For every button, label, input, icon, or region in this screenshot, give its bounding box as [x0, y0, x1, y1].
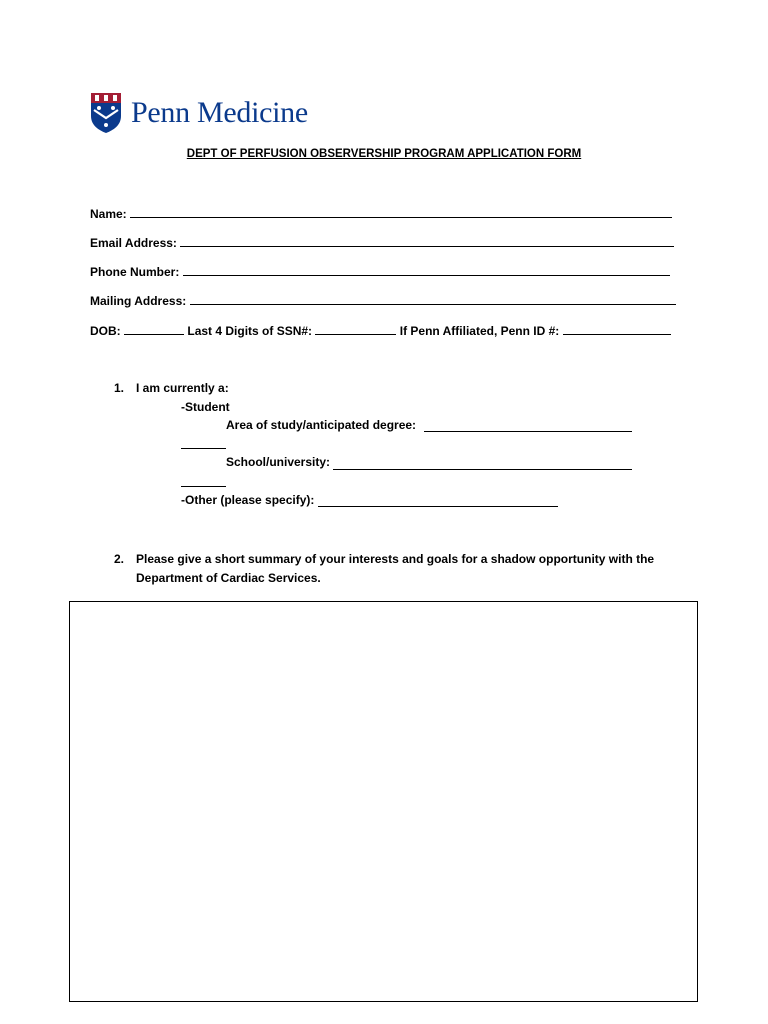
q2-text-line2: Department of Cardiac Services.	[136, 571, 321, 585]
q1-number: 1.	[114, 381, 125, 395]
q2-text-line1: Please give a short summary of your interests and goals for a shadow opportunity with the	[136, 552, 655, 566]
name-field	[90, 206, 672, 221]
dob-label: DOB:	[90, 324, 121, 338]
other-input-line[interactable]	[318, 506, 558, 507]
logo-text: Penn Medicine	[131, 96, 308, 129]
ssn-input-line[interactable]	[315, 323, 396, 335]
dob-ssn-row	[90, 323, 671, 338]
email-label: Email Address:	[90, 236, 177, 250]
penn-shield-icon	[90, 92, 122, 134]
q1-text: I am currently a:	[136, 381, 229, 395]
school-label: School/university:	[226, 455, 331, 469]
penn-id-input-line[interactable]	[563, 323, 671, 335]
email-field	[90, 235, 674, 250]
area-of-study-continuation-line[interactable]	[181, 448, 226, 449]
area-of-study-input-line[interactable]	[424, 431, 632, 432]
phone-label: Phone Number:	[90, 265, 180, 279]
q2-number: 2.	[114, 552, 125, 566]
dob-input-line[interactable]	[124, 323, 184, 335]
area-of-study-label: Area of study/anticipated degree:	[226, 418, 417, 432]
penn-id-label: If Penn Affiliated, Penn ID #:	[399, 324, 560, 338]
phone-field	[90, 264, 670, 279]
form-title: DEPT OF PERFUSION OBSERVERSHIP PROGRAM APPLICATION FORM	[186, 148, 582, 160]
school-continuation-line[interactable]	[181, 486, 226, 487]
other-option[interactable]: -Other (please specify):	[181, 493, 315, 507]
school-input-line[interactable]	[333, 469, 632, 470]
mailing-address-field	[90, 293, 676, 308]
ssn-label: Last 4 Digits of SSN#:	[187, 324, 313, 338]
penn-medicine-logo	[90, 92, 308, 134]
name-label: Name:	[90, 207, 127, 221]
mailing-address-label: Mailing Address:	[90, 294, 187, 308]
mailing-address-input-line[interactable]	[190, 293, 676, 305]
name-input-line[interactable]	[130, 206, 672, 218]
email-input-line[interactable]	[180, 235, 674, 247]
phone-input-line[interactable]	[183, 264, 670, 276]
student-option[interactable]: -Student	[181, 400, 230, 414]
summary-answer-box[interactable]	[69, 601, 698, 1002]
